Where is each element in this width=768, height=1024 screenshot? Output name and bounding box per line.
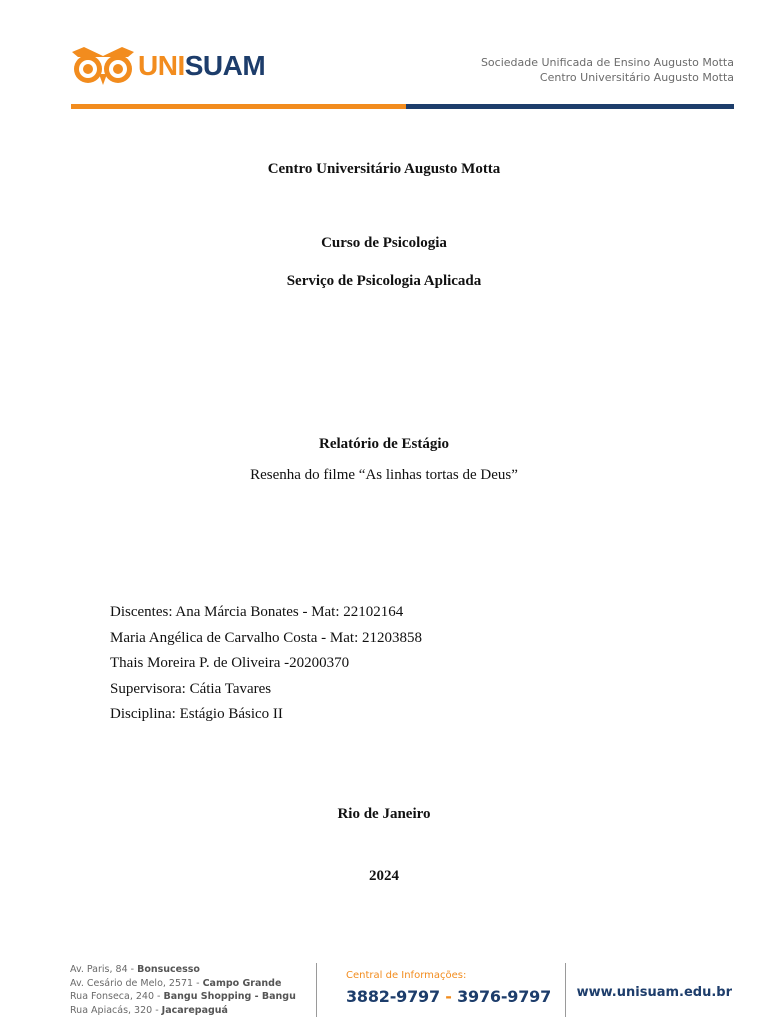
central-info-label: Central de Informações: — [346, 970, 467, 981]
student-line-3: Thais Moreira P. de Oliveira -20200370 — [110, 655, 350, 671]
report-subtitle: Resenha do filme “As linhas tortas de Deus” — [250, 467, 518, 483]
phone-separator: - — [445, 987, 452, 1006]
owl-logo-icon — [70, 44, 136, 88]
service-name: Serviço de Psicologia Aplicada — [286, 273, 482, 289]
header-divider-navy — [406, 104, 734, 109]
institution-name: Centro Universitário Augusto Motta — [267, 161, 501, 177]
org-line-2: Centro Universitário Augusto Motta — [539, 71, 734, 84]
report-title: Relatório de Estágio — [319, 436, 449, 452]
address-line: Rua Fonseca, 240 - Bangu Shopping - Bangu — [70, 991, 296, 1002]
unisuam-logo — [70, 44, 265, 88]
org-line-1: Sociedade Unificada de Ensino Augusto Motta — [480, 56, 734, 69]
brand-suam: SUAM — [184, 50, 266, 81]
students-line: Discentes: Ana Márcia Bonates - Mat: 22102164 — [110, 604, 404, 620]
phone-1: 3882-9797 — [346, 987, 440, 1006]
address-line: Av. Cesário de Melo, 2571 - Campo Grande — [70, 977, 282, 989]
city: Rio de Janeiro — [337, 806, 431, 822]
phone-2: 3976-9797 — [457, 987, 552, 1006]
phone-numbers — [346, 987, 551, 1006]
discipline-line: Disciplina: Estágio Básico II — [110, 706, 283, 722]
course-name: Curso de Psicologia — [321, 235, 447, 251]
address-line: Rua Apiacás, 320 - Jacarepaguá — [70, 1004, 228, 1016]
supervisor-line: Supervisora: Cátia Tavares — [110, 681, 272, 697]
address-line: Av. Paris, 84 - Bonsucesso — [70, 964, 200, 975]
header-divider-orange — [71, 104, 406, 109]
brand-uni: UNI — [138, 50, 185, 81]
header-divider — [71, 104, 734, 109]
website-link[interactable]: www.unisuam.edu.br — [576, 985, 732, 1000]
brand-wordmark — [138, 52, 265, 80]
footer-divider-1 — [316, 963, 317, 1017]
student-line-2: Maria Angélica de Carvalho Costa - Mat: 21203858 — [110, 630, 423, 646]
footer-divider-2 — [565, 963, 566, 1017]
footer-addresses — [70, 963, 296, 1017]
header-org-names — [481, 55, 734, 85]
year: 2024 — [369, 868, 399, 884]
